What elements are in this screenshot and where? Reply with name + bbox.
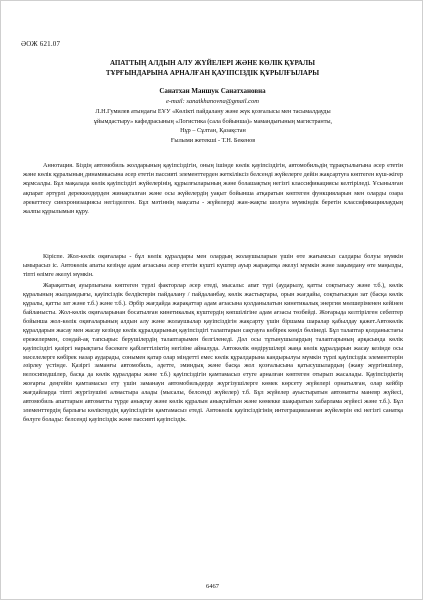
title-line-2: ТҰРҒЫНДАРЫНА АРНАЛҒАН ҚАУІПСІЗДІК ҚҰРЫЛҒЫЛАРЫ [105,69,320,77]
author-email: e-mail: sanatkhanovna@gmail.com [166,98,259,105]
affiliation [23,107,403,145]
title-line-1: АПАТТЫҢ АЛДЫН АЛУ ЖҮЙЕЛЕРІ ЖӘНЕ КӨЛІК ҚҰРАЛЫ [109,59,316,67]
paragraph-introduction: Кіріспе. Жол-көлік оқиғалары - бұл көлік құралдары мен олардың жолаушыларын үшін өте жағымсыз салдары болуы мүмкін ымырасыз іс. Автокөлік апаты кезінде адам ағзасына әсер ететін күшті күштер ауыр жарақатқа әкелуі мүмкін және зақымдану өте маңызды, тіпті өлімге әкелуі мүмкін. [23,253,403,278]
body-text [23,253,403,427]
supervisor-line: Ғылыми жетекші - Т.Н. Бекенов [170,136,256,144]
affiliation-line-3: Нұр – Сұлтан, Қазақстан [180,127,246,135]
abstract: Аннотация. Біздің автомобиль жолдарының қауіпсіздігін, оның ішінде көлік қауіпсіздігін, автомобильдің тұрақтылығына әсер ететін және көлік құралының динамикасына әсер ететін пассивті элементтерден жеткіліксіз белсенді жүйелерге дейін жақсартуға көптеген күш-жігер жұмсалды. Бұл мақалада көлік қауіпсіздігі жүйелерінің, құрылғыларының және болашақтың негізгі классификациясы келтіріледі. Ұсынылған ақпарат әртүрлі дереккөздерден жинақталған және осы жүйелердің уақыт бойынша атқаратын көптеген функцияларын мен оларды озара әрекеттесу синхронизациясы негізделген. Бұл мәтіннің мақсаты - жүйелерді жан-жақты шолуға мүмкіндік беретін классификациялаудың жалпы құрылымын құру. [23,162,403,216]
affiliation-line-2: ұйымдастыру» кафедрасының «Логистика (сала бойынша)» мамандығының магистранты, [93,117,333,125]
paragraph-main: Жарақаттың ауырлығына көптеген түрлі факторлар әсер етеді, мысалы: апат түрі (аударылу, қатты соқтығысу және т.б.), көлік құралының жылдамдығы, қауіпсіздік белдіктерін пайдалану / пайдаланбау, көлік жастықтары, орын жағдайы, соқтығысқан зат (басқа көлік құралы, қатты зат және т.б.) және т.б.). Әрбір жағдайда жарақаттар адам ағзасына қолданылатын кинетикалық энергия мөлшеріменен кейінен байланысты. Жол-көлік оқиғаларынан босатылған кинетикалық күштердің көпшілігіне адам ағзасы төзбейді. Жоғарыда келтірілген себептер бойынша жол-көлік оқиғаларының алдын алу және жолаушылар қауіпсіздігін жақсарту үшін біршама шаралар қабылдау қажет.Автокөлік құралдарын жасау мен жасау кезінде көлік құралдарының қауіпсіздігі талаптарын сақтауға көбірек көңіл бөлінеді. Бұл талаптар қолданыстағы ережелермен, сондай-ақ тапсырыс берушілердің талаптарымен белгіленеді. Дәл осы тұтынушылардың талаптарының арқасында көлік қауіпсіздігі қазіргі нарықтағы бәсекеге қабілеттіліктің негізіне айналуда. Автокөлік өндірушілері жаңа көлік құралдарын жасау кезінде осы мәселелерге көбірек назар аударады, сонымен қатар олар міндетті емес көлік құралдарына кандырылуы мүмкін түрлі қауіпсіздік элементтерін әзірлеу үстінде. Қазіргі заманғы автомобиль, әдетте, эминдық және басқа жол қозғалысына қатысушылардың (жаяу жүргіншілер, велосипедшілер, басқа да көлік құралдары және т.б.) қауіпсіздігін қамтамасыз етуге арналған көптеген отырып жасалады. Қауіпсіздіктің жоғарғы деңгейін қамтамасыз ету үшін заманауи автомобильдерде жүргізушілерге көмек көрсету жүйелері орнатылған, олар кейбір жағдайларда тіпті жүргізушіні алмастыра алады (мысалы, белсенді жүйелер) т.б. Бұл жүйелер ауыстыратын автоматты маневр жүйесі, автомобиль апаттарын автоматты түрде анықтау және көлік құралын анықтайтын және көмекке шақыратын хабарлама жүйесі және т.б.). Бұл элементтердің барлығы көліктердің қауіпсіздігін қамтамасыз етеді. Автокөлік қауіпсіздігінің интеграцияланған жүйелерін екі негізгі санатқа бөлуге болады: белсенді қауіпсіздік және пассивті қауіпсіздік. [23,282,403,423]
article-title [1,58,423,78]
author-name: Санатхан Маншук Санатхановна [159,87,266,95]
page-number: 6467 [206,583,219,590]
affiliation-line-1: Л.Н.Гумилев атындағы ЕҰУ «Көлікті пайдалану және жүк қозғалысы мен тасымалдауды [95,108,331,115]
udc-code: ӘОЖ 621.07 [21,40,61,48]
